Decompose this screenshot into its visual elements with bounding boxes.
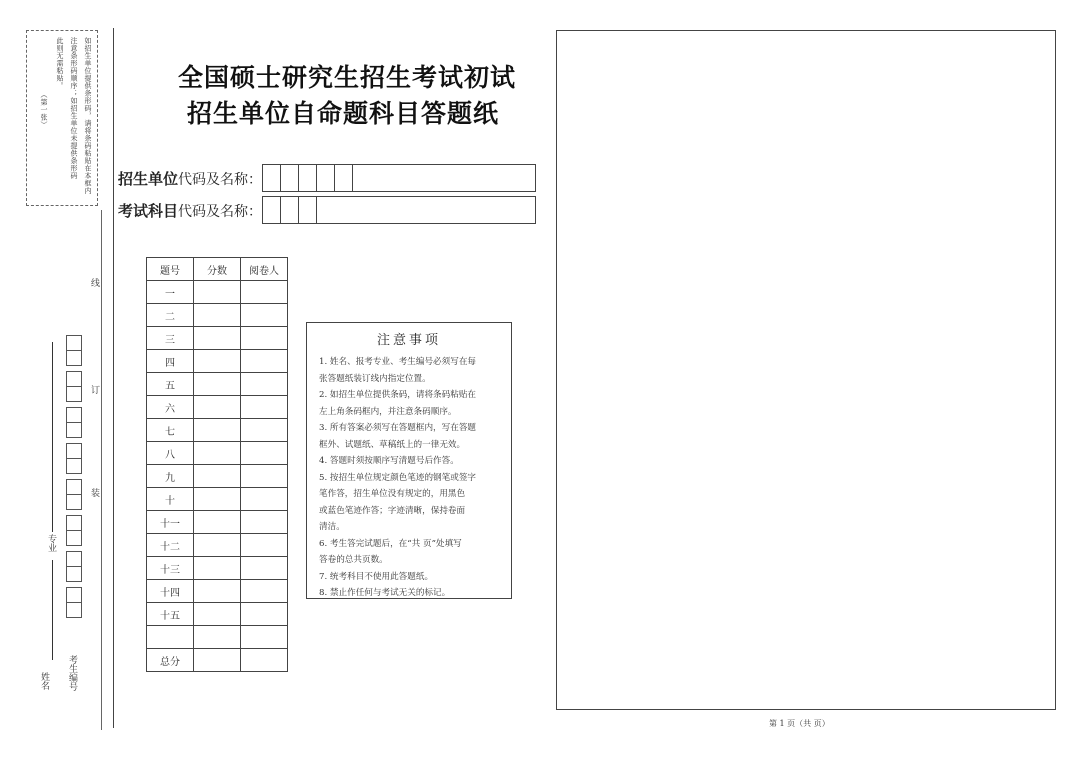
table-row (147, 327, 288, 350)
note-line: 5. 按招生单位规定颜色笔迹的钢笔或签字 (319, 472, 477, 483)
score-cell[interactable] (194, 557, 241, 580)
question-number: 十 (147, 488, 194, 511)
score-table-header (147, 258, 288, 281)
total-row (147, 649, 288, 672)
name-underline (52, 560, 53, 660)
grader-cell[interactable] (241, 327, 288, 350)
note-line: 1. 姓名、报考专业、考生编号必须写在每 (319, 357, 477, 367)
question-number: 二 (147, 304, 194, 327)
notes-title: 注意事项 (376, 333, 441, 348)
grader-cell[interactable] (241, 603, 288, 626)
binding-line (101, 210, 102, 730)
score-cell[interactable] (194, 396, 241, 419)
table-row (147, 419, 288, 442)
table-row (147, 488, 288, 511)
note-line: 笔作答，招生单位没有规定的，用黑色 (319, 489, 466, 499)
score-cell[interactable] (194, 281, 241, 304)
question-number: 七 (147, 419, 194, 442)
binding-label-xian: 线 (89, 278, 99, 287)
grader-cell[interactable] (241, 281, 288, 304)
question-number: 三 (147, 327, 194, 350)
note-line: 张答题纸装订线内指定位置。 (319, 373, 431, 384)
barcode-area (26, 30, 98, 206)
score-cell[interactable] (194, 327, 241, 350)
grader-cell[interactable] (241, 626, 288, 649)
table-row (147, 603, 288, 626)
table-row (147, 442, 288, 465)
question-number: 六 (147, 396, 194, 419)
notes-list (307, 354, 511, 602)
barcode-notice-line3: 此则无需粘贴。 (56, 37, 64, 90)
note-line: 左上角条码框内，并注意条码顺序。 (319, 406, 457, 417)
subject-code-field[interactable] (262, 196, 536, 224)
grader-cell[interactable] (241, 534, 288, 557)
score-table (146, 257, 288, 672)
grader-cell[interactable] (241, 488, 288, 511)
header-score: 分数 (194, 258, 241, 281)
question-number: 四 (147, 350, 194, 373)
table-row (147, 511, 288, 534)
grader-cell[interactable] (241, 442, 288, 465)
subject-code-label-rest: 代码及名称： (178, 204, 263, 220)
table-row (147, 350, 288, 373)
question-number (147, 626, 194, 649)
grader-cell[interactable] (241, 396, 288, 419)
margin-rule (113, 28, 114, 728)
header-question: 题号 (147, 258, 194, 281)
grader-cell[interactable] (241, 373, 288, 396)
question-number: 十四 (147, 580, 194, 603)
table-row (147, 373, 288, 396)
note-line: 2. 如招生单位提供条码，请将条码粘贴在 (319, 390, 477, 400)
question-number: 十二 (147, 534, 194, 557)
score-cell[interactable] (194, 442, 241, 465)
unit-code-label-rest: 代码及名称： (178, 172, 263, 188)
header-grader: 阅卷人 (241, 258, 288, 281)
table-row (147, 304, 288, 327)
major-label: 专业 (46, 534, 56, 552)
note-line: 清洁。 (319, 522, 345, 532)
subject-code-label-bold: 考试科目 (118, 202, 179, 220)
score-cell[interactable] (194, 350, 241, 373)
major-underline (52, 342, 53, 532)
question-number: 十一 (147, 511, 194, 534)
page-footer: 第 1 页（共 页） (769, 719, 830, 728)
note-line: 框外、试题纸、草稿纸上的一律无效。 (319, 439, 466, 450)
grader-cell[interactable] (241, 580, 288, 603)
score-cell[interactable] (194, 511, 241, 534)
table-row (147, 396, 288, 419)
question-number: 一 (147, 281, 194, 304)
score-cell[interactable] (194, 419, 241, 442)
binding-label-ding: 订 (89, 385, 99, 394)
question-number: 九 (147, 465, 194, 488)
question-number: 十五 (147, 603, 194, 626)
score-cell[interactable] (194, 373, 241, 396)
grader-cell[interactable] (241, 465, 288, 488)
score-cell[interactable] (194, 626, 241, 649)
title-line2: 招生单位自命题科目答题纸 (187, 99, 500, 128)
grader-cell[interactable] (241, 419, 288, 442)
table-row (147, 580, 288, 603)
barcode-notice-line2: 注意条形码顺序；如招生单位未提供条形码 (70, 37, 78, 180)
unit-code-field[interactable] (262, 164, 536, 192)
question-number: 八 (147, 442, 194, 465)
unit-code-label (118, 168, 262, 189)
score-cell[interactable] (194, 488, 241, 511)
sheet-number: （第一张） (40, 91, 48, 129)
table-row (147, 465, 288, 488)
table-row (147, 281, 288, 304)
table-row (147, 626, 288, 649)
name-label: 姓名 (39, 672, 49, 690)
question-number: 五 (147, 373, 194, 396)
note-line: 答卷的总共页数。 (319, 555, 388, 565)
score-cell[interactable] (194, 304, 241, 327)
subject-code-label (118, 200, 262, 221)
notes-box (306, 322, 512, 599)
grader-cell[interactable] (241, 304, 288, 327)
score-cell[interactable] (194, 603, 241, 626)
total-grader-cell[interactable] (241, 649, 288, 672)
unit-code-label-bold: 招生单位 (118, 170, 179, 188)
total-score-cell[interactable] (194, 649, 241, 672)
question-number: 十三 (147, 557, 194, 580)
grader-cell[interactable] (241, 557, 288, 580)
note-line: 6. 考生答完试题后，在“共 页”处填写 (319, 538, 462, 549)
note-line: 4. 答题时须按顺序写清题号后作答。 (319, 456, 459, 466)
table-row (147, 557, 288, 580)
total-label: 总分 (147, 649, 194, 672)
binding-label-zhuang: 装 (89, 488, 99, 497)
barcode-notice-line1: 如招生单位提供条形码，请将条码粘贴在本框内 (84, 37, 92, 195)
score-cell[interactable] (194, 580, 241, 603)
grader-cell[interactable] (241, 350, 288, 373)
exam-number-boxes[interactable] (66, 336, 82, 618)
table-row (147, 534, 288, 557)
title-line1: 全国硕士研究生招生考试初试 (178, 63, 517, 92)
answer-area[interactable] (556, 30, 1056, 710)
note-line: 3. 所有答案必须写在答题框内，写在答题 (319, 423, 477, 433)
exam-number-label: 考生编号 (67, 655, 77, 691)
note-line: 7. 统考科目不使用此答题纸。 (319, 571, 434, 582)
note-line: 或蓝色笔迹作答；字迹清晰，保持卷面 (319, 505, 466, 516)
note-line: 8. 禁止作任何与考试无关的标记。 (319, 588, 451, 598)
score-cell[interactable] (194, 465, 241, 488)
score-cell[interactable] (194, 534, 241, 557)
grader-cell[interactable] (241, 511, 288, 534)
